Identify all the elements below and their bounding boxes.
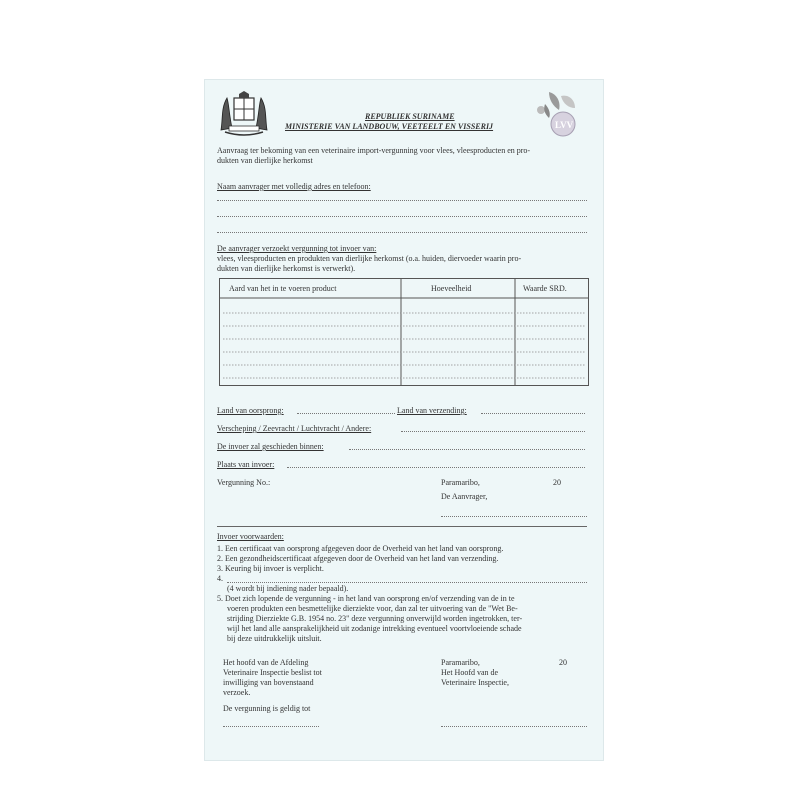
footer-left-line-1: Het hoofd van de Afdeling bbox=[223, 658, 309, 667]
request-line-1: vlees, vleesproducten en produkten van dierlijke herkomst (o.a. huiden, diervoeder waarin pro- bbox=[217, 254, 522, 263]
place-input[interactable] bbox=[287, 467, 585, 468]
shipping-country-input[interactable] bbox=[481, 413, 585, 414]
applicant-sign-label: De Aanvrager, bbox=[441, 492, 488, 501]
conditions-title: Invoer voorwaarden: bbox=[217, 532, 284, 541]
intro-line-1: Aanvraag ter bekoming van een veterinaire import-vergunning voor vlees, vleesproducten en pro- bbox=[217, 146, 531, 155]
intro-line-2: dukten van dierlijke herkomst bbox=[217, 156, 313, 165]
permit-number-label: Vergunning No.: bbox=[217, 478, 271, 487]
condition-4: 4. bbox=[217, 574, 223, 583]
footer-year: 20 bbox=[559, 658, 567, 667]
condition-5-line-3: strijding Dierziekte G.B. 1954 no. 23" deze vergunning onverwijld worden ingetrokken, ter- bbox=[227, 614, 523, 623]
request-label: De aanvrager verzoekt vergunning tot invoer van: bbox=[217, 244, 377, 253]
footer-left-line-2: Veterinaire Inspectie beslist tot bbox=[223, 668, 322, 677]
footer-paramaribo: Paramaribo, bbox=[441, 658, 480, 667]
ministry-title: MINISTERIE VAN LANDBOUW, VEETEELT EN VISSERIJ bbox=[285, 122, 494, 131]
condition-1: 1. Een certificaat van oorsprong afgegeven door de Overheid van het land van oorsprong. bbox=[217, 544, 504, 553]
applicant-signature-line[interactable] bbox=[441, 516, 587, 517]
footer-right-line-3: Veterinaire Inspectie, bbox=[441, 678, 509, 687]
lvv-logo-icon bbox=[531, 88, 583, 140]
form-sheet bbox=[205, 80, 603, 760]
footer-right-line-2: Het Hoofd van de bbox=[441, 668, 499, 677]
applicant-line-2[interactable] bbox=[217, 216, 587, 217]
condition-5-line-4: wijl het land alle aansprakelijkheid uit zodanige intrekking eventueel voortvloeiende schade bbox=[227, 624, 522, 633]
coat-of-arms-icon bbox=[215, 90, 273, 136]
condition-3: 3. Keuring bij invoer is verplicht. bbox=[217, 564, 324, 573]
republic-title: REPUBLIEK SURINAME bbox=[365, 112, 455, 121]
table-header-quantity: Hoeveelheid bbox=[431, 284, 472, 293]
paramaribo-label: Paramaribo, bbox=[441, 478, 480, 487]
valid-until-label: De vergunning is geldig tot bbox=[223, 704, 311, 713]
origin-input[interactable] bbox=[297, 413, 395, 414]
valid-until-input[interactable] bbox=[223, 726, 319, 727]
applicant-label: Naam aanvrager met volledig adres en telefoon: bbox=[217, 182, 371, 191]
table-header-product: Aard van het in te voeren product bbox=[229, 284, 337, 293]
section-divider bbox=[217, 526, 587, 527]
condition-5-line-1: 5. Doet zich lopende de vergunning - in het land van oorsprong en/of verzending van de in te bbox=[217, 594, 515, 603]
product-table bbox=[219, 278, 589, 386]
place-label: Plaats van invoer: bbox=[217, 460, 275, 469]
condition-5-line-2: voeren produkten een besmettelijke dierziekte voor, dan zal ter uitvoering van de "Wet Be- bbox=[227, 604, 518, 613]
condition-2: 2. Een gezondheidscertificaat afgegeven door de Overheid van het land van verzending. bbox=[217, 554, 499, 563]
condition-5-line-5: bij deze uitdrukkelijk uitsluit. bbox=[227, 634, 322, 643]
applicant-line-3[interactable] bbox=[217, 232, 587, 233]
inspector-signature-line[interactable] bbox=[441, 726, 587, 727]
condition-4-note: (4 wordt bij indiening nader bepaald). bbox=[227, 584, 349, 593]
applicant-line-1[interactable] bbox=[217, 200, 587, 201]
within-label: De invoer zal geschieden binnen: bbox=[217, 442, 324, 451]
request-line-2: dukten van dierlijke herkomst is verwerkt). bbox=[217, 264, 356, 273]
year-label: 20 bbox=[553, 478, 561, 487]
within-input[interactable] bbox=[349, 449, 585, 450]
transport-input[interactable] bbox=[401, 431, 585, 432]
transport-label: Verscheping / Zeevracht / Luchtvracht / Andere: bbox=[217, 424, 372, 433]
footer-left-line-3: inwilliging van bovenstaand bbox=[223, 678, 314, 687]
condition-4-input[interactable] bbox=[227, 582, 587, 583]
table-header-value: Waarde SRD. bbox=[523, 284, 567, 293]
footer-left-line-4: verzoek. bbox=[223, 688, 251, 697]
origin-label: Land van oorsprong: bbox=[217, 406, 284, 415]
lvv-logo-text: LVV bbox=[555, 120, 574, 130]
shipping-country-label: Land van verzending: bbox=[397, 406, 467, 415]
